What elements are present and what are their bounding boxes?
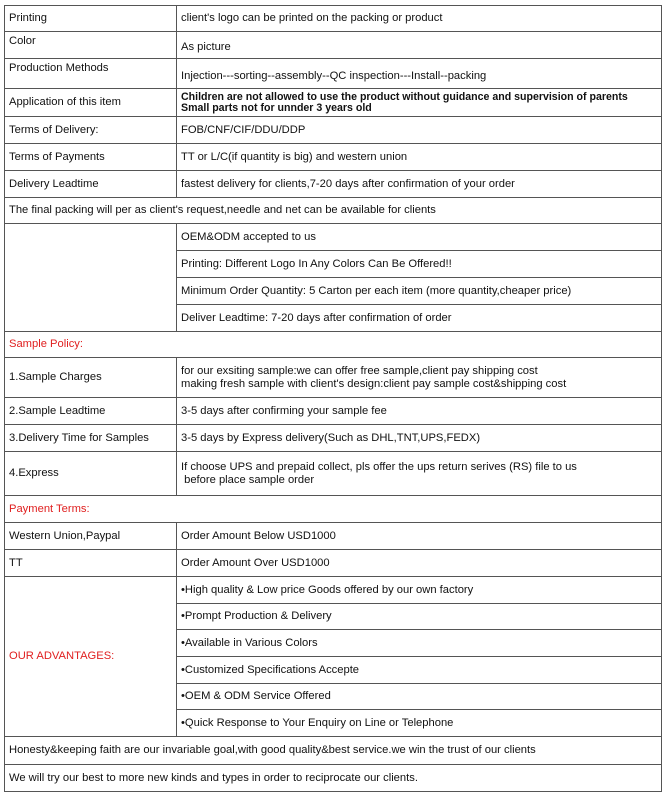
sample-label: 4.Express <box>5 452 177 496</box>
row-label-color: Color <box>5 32 177 59</box>
sample-label: 2.Sample Leadtime <box>5 398 177 425</box>
sample-value <box>177 358 662 398</box>
oem-item: Deliver Leadtime: 7-20 days after confirmation of order <box>177 305 662 332</box>
table-row <box>5 144 662 171</box>
sample-value: 3-5 days after confirming your sample fee <box>177 398 662 425</box>
sample-policy-header: Sample Policy: <box>5 332 662 358</box>
row-value-color: As picture <box>177 32 662 59</box>
oem-item: Printing: Different Logo In Any Colors Can Be Offered!! <box>177 251 662 278</box>
table-row <box>5 425 662 452</box>
row-value-terms-of-delivery: FOB/CNF/CIF/DDU/DDP <box>177 117 662 144</box>
row-value-production-methods: Injection---sorting--assembly--QC inspection---Install--packing <box>177 59 662 89</box>
table-row <box>5 332 662 358</box>
row-value-application <box>177 89 662 117</box>
row-label-application: Application of this item <box>5 89 177 117</box>
advantage-item: •Customized Specifications Accepte <box>177 657 662 684</box>
table-row <box>5 452 662 496</box>
advantage-item: •Quick Response to Your Enquiry on Line or Telephone <box>177 710 662 737</box>
table-row <box>5 550 662 577</box>
sample-label: 3.Delivery Time for Samples <box>5 425 177 452</box>
payment-label: TT <box>5 550 177 577</box>
row-value-printing: client's logo can be printed on the packing or product <box>177 6 662 32</box>
advantage-item: •High quality & Low price Goods offered by our own factory <box>177 577 662 604</box>
sample-line: for our exsiting sample:we can offer free sample,client pay shipping cost <box>181 364 538 377</box>
oem-item: OEM&ODM accepted to us <box>177 224 662 251</box>
table-row <box>5 765 662 792</box>
sample-line: If choose UPS and prepaid collect, pls offer the ups return serives (RS) file to us <box>181 460 577 473</box>
advantages-label: OUR ADVANTAGES: <box>5 577 177 737</box>
advantage-item: •Prompt Production & Delivery <box>177 604 662 630</box>
table-row <box>5 89 662 117</box>
sample-value: 3-5 days by Express delivery(Such as DHL,TNT,UPS,FEDX) <box>177 425 662 452</box>
row-value-delivery-leadtime: fastest delivery for clients,7-20 days after confirmation of your order <box>177 171 662 198</box>
row-label-printing: Printing <box>5 6 177 32</box>
sample-value <box>177 452 662 496</box>
table-row <box>5 32 662 59</box>
packing-note: The final packing will per as client's request,needle and net can be available for clients <box>5 198 662 224</box>
application-line-2: Small parts not for unnder 3 years old <box>181 101 372 114</box>
advantage-item: •Available in Various Colors <box>177 630 662 657</box>
sample-line: before place sample order <box>181 473 315 486</box>
payment-value: Order Amount Over USD1000 <box>177 550 662 577</box>
oem-item: Minimum Order Quantity: 5 Carton per each item (more quantity,cheaper price) <box>177 278 662 305</box>
table-row <box>5 171 662 198</box>
payment-value: Order Amount Below USD1000 <box>177 523 662 550</box>
sample-line: making fresh sample with client's design:client pay sample cost&shipping cost <box>181 377 567 390</box>
info-table <box>4 5 662 792</box>
table-row <box>5 577 662 604</box>
footer-line: We will try our best to more new kinds and types in order to reciprocate our clients. <box>5 765 662 792</box>
footer-line: Honesty&keeping faith are our invariable goal,with good quality&best service.we win the trust of our clients <box>5 737 662 765</box>
advantage-item: •OEM & ODM Service Offered <box>177 684 662 710</box>
table-row <box>5 398 662 425</box>
row-label-terms-of-payments: Terms of Payments <box>5 144 177 171</box>
row-value-terms-of-payments: TT or L/C(if quantity is big) and western union <box>177 144 662 171</box>
table-row <box>5 117 662 144</box>
row-label-delivery-leadtime: Delivery Leadtime <box>5 171 177 198</box>
application-line-1: Children are not allowed to use the product without guidance and supervision of parents <box>181 90 628 103</box>
row-label-terms-of-delivery: Terms of Delivery: <box>5 117 177 144</box>
row-label-production-methods: Production Methods <box>5 59 177 89</box>
payment-label: Western Union,Paypal <box>5 523 177 550</box>
product-info-sheet <box>4 5 662 792</box>
table-row <box>5 358 662 398</box>
sample-label: 1.Sample Charges <box>5 358 177 398</box>
oem-blank-cell <box>5 224 177 332</box>
payment-terms-header: Payment Terms: <box>5 496 662 523</box>
table-row <box>5 6 662 32</box>
table-row <box>5 198 662 224</box>
table-row <box>5 523 662 550</box>
table-row <box>5 59 662 89</box>
table-row <box>5 496 662 523</box>
table-row <box>5 737 662 765</box>
table-row <box>5 224 662 251</box>
